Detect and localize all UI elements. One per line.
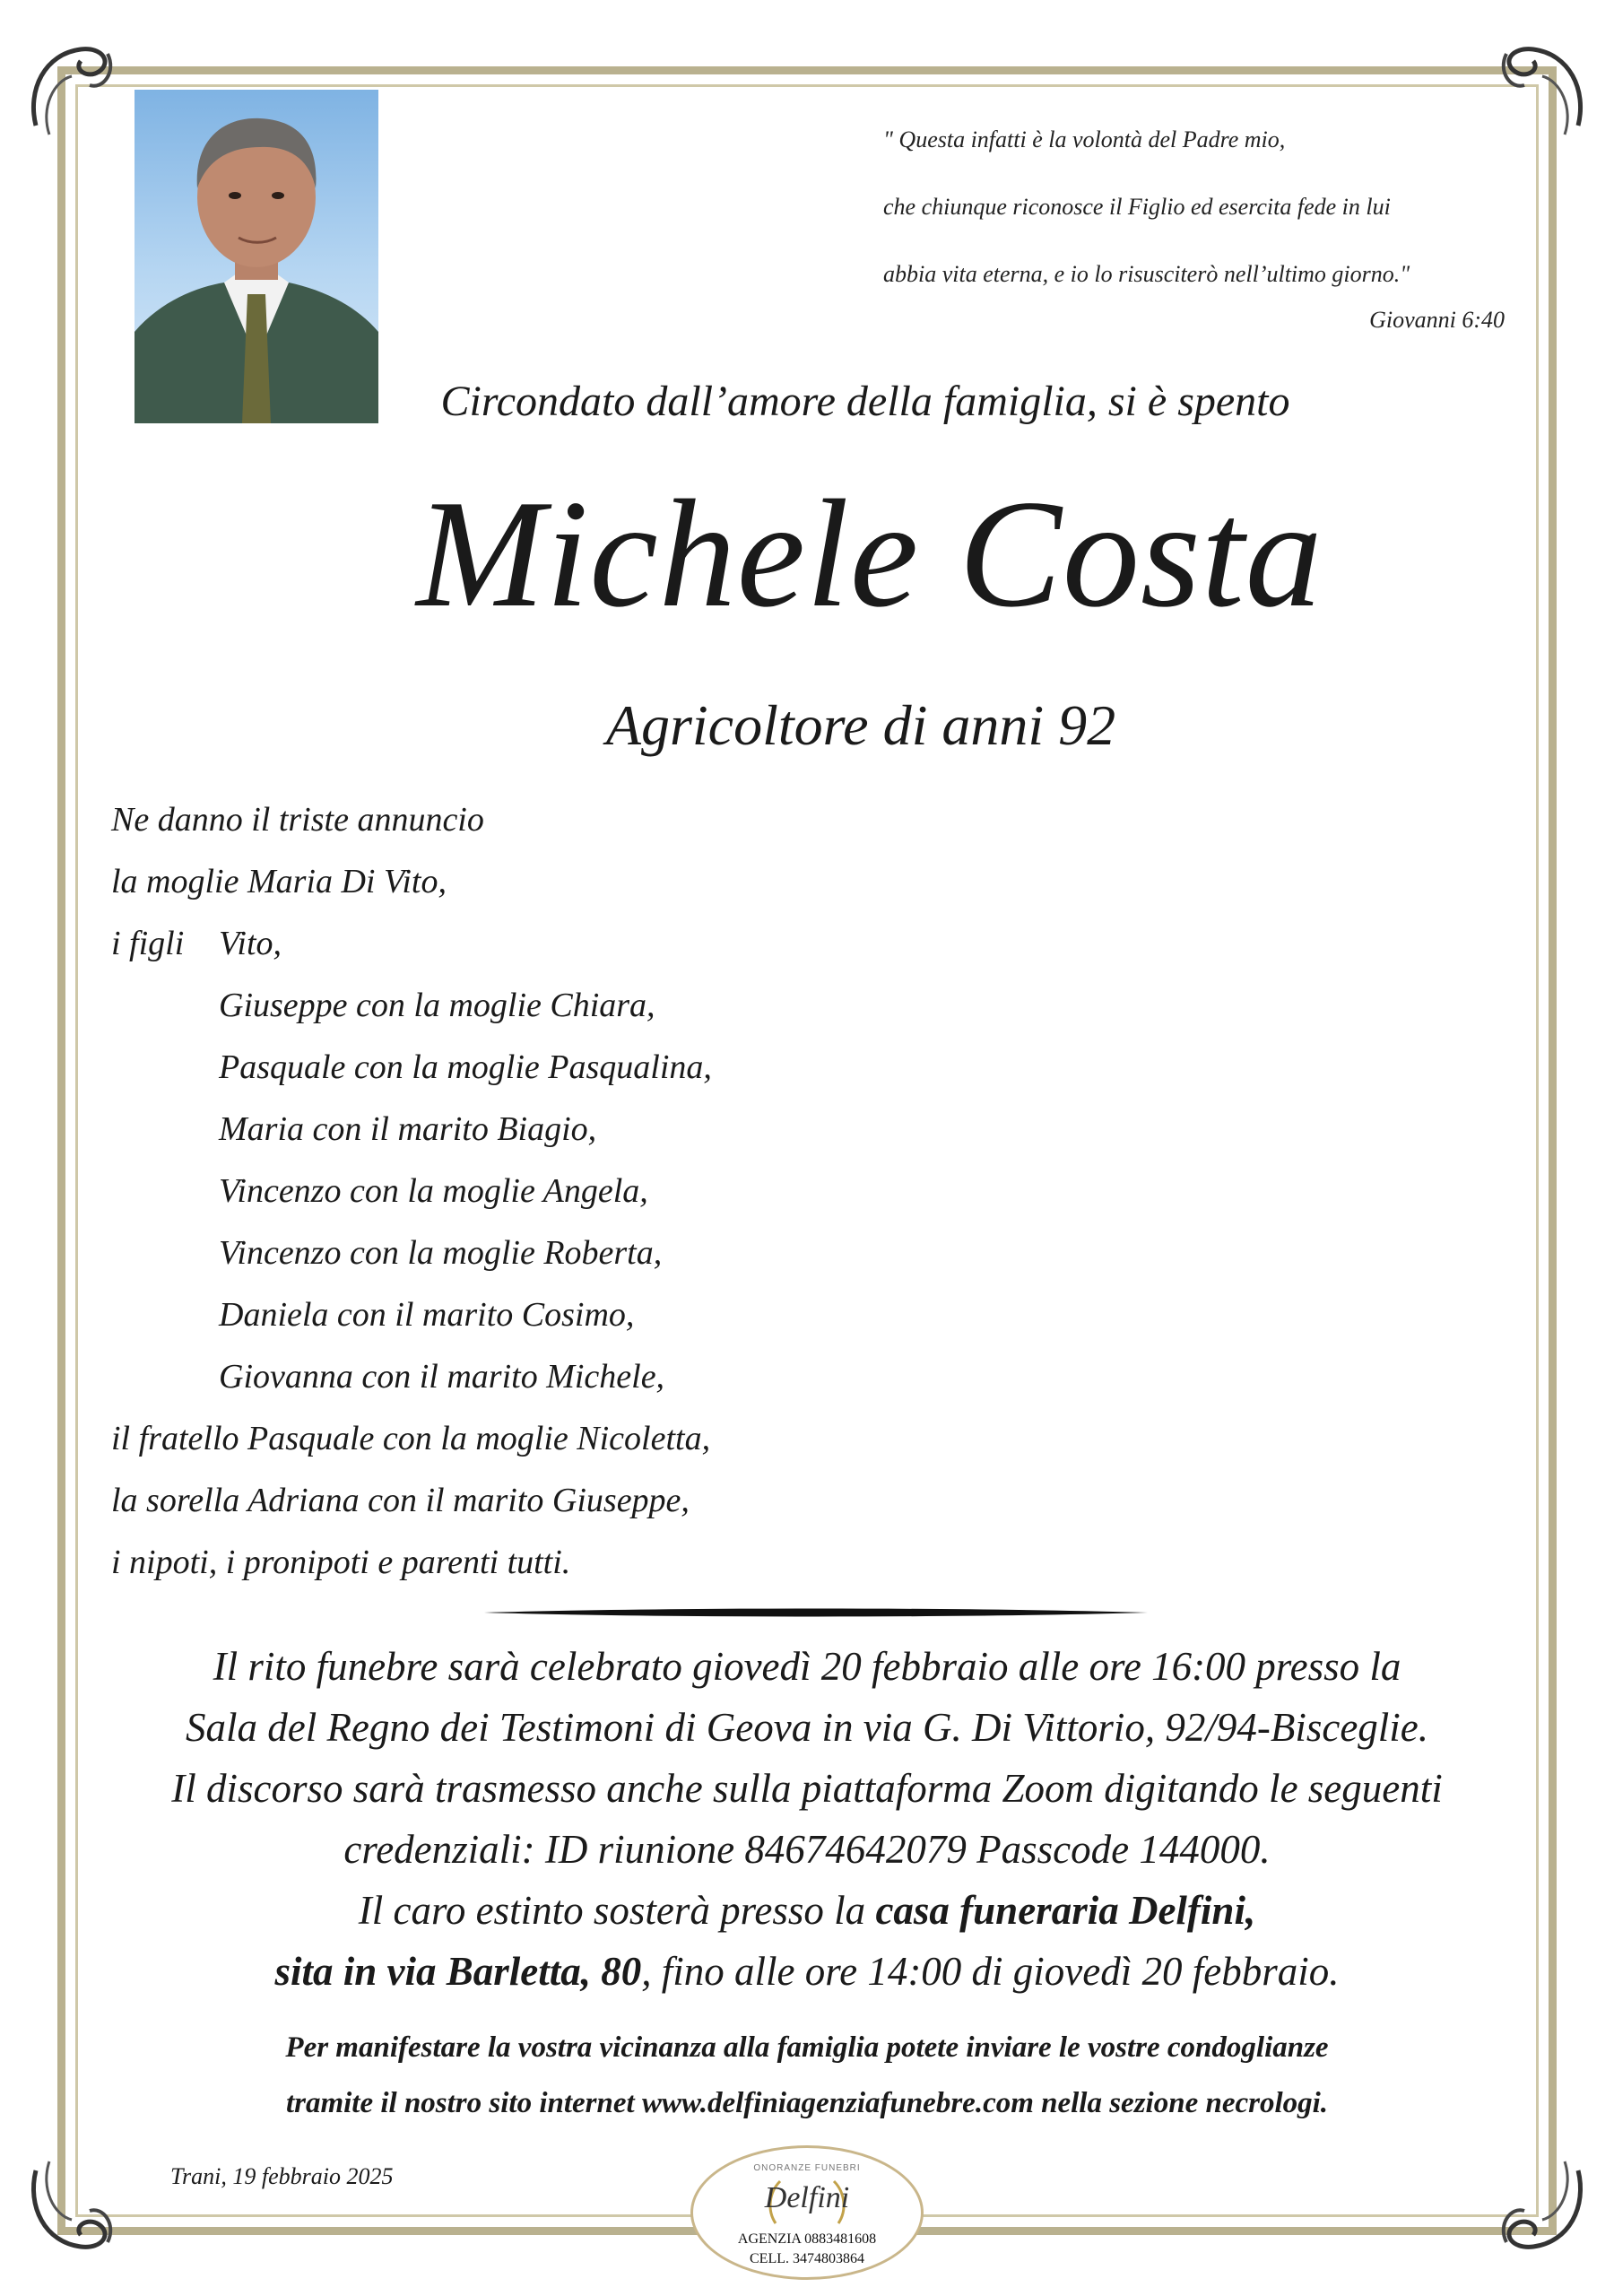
family-sister: la sorella Adriana con il marito Giuseppe, (111, 1482, 690, 1519)
rite-line-4: credenziali: ID riunione 84674642079 Passcode 144000. (343, 1827, 1271, 1872)
rite-line-3: Il discorso sarà trasmesso anche sulla piattaforma Zoom digitando le seguenti (171, 1766, 1443, 1811)
divider-swash-icon (484, 1605, 1148, 1620)
children-lead: i figli (111, 925, 185, 962)
corner-ornament-bottom-right-icon (1488, 2152, 1596, 2260)
family-brother: il fratello Pasquale con la moglie Nicoletta, (111, 1420, 711, 1457)
logo-small-text: ONORANZE FUNEBRI (753, 2163, 861, 2173)
child-1: Vito, (219, 925, 282, 962)
corner-ornament-top-left-icon (18, 36, 126, 144)
condolences-note (81, 2020, 1533, 2131)
condolences-line-1: Per manifestare la vostra vicinanza alla famiglia potete inviare le vostre condoglianze (285, 2031, 1329, 2064)
child-3: Pasquale con la moglie Pasqualina, (219, 1048, 712, 1086)
corner-ornament-bottom-left-icon (18, 2152, 126, 2260)
logo-agency-phone: AGENZIA 0883481608 (737, 2231, 877, 2247)
deceased-subtitle: Agricoltore di anni 92 (605, 693, 1116, 757)
deceased-name: Michele Costa (416, 469, 1323, 639)
child-4: Maria con il marito Biagio, (219, 1110, 597, 1148)
rite-line-1: Il rito funebre sarà celebrato giovedì 20 febbraio alle ore 16:00 presso la (213, 1644, 1401, 1689)
family-announcement (111, 789, 712, 1594)
portrait-icon (134, 90, 378, 423)
deceased-photo (134, 90, 378, 423)
family-children-first-row (111, 913, 712, 975)
family-others: i nipoti, i pronipoti e parenti tutti. (111, 1544, 571, 1581)
child-6: Vincenzo con la moglie Roberta, (219, 1234, 663, 1272)
rite-line-5-text: Il caro estinto sosterà presso la (358, 1888, 876, 1933)
agency-logo (690, 2145, 924, 2280)
child-5: Vincenzo con la moglie Angela, (219, 1172, 648, 1210)
logo-cell-phone: CELL. 3474803864 (750, 2251, 864, 2266)
funeral-rite-info (81, 1636, 1533, 2002)
child-8: Giovanna con il marito Michele, (219, 1358, 665, 1396)
rite-line-6 (81, 1941, 1533, 2002)
child-2: Giuseppe con la moglie Chiara, (219, 987, 655, 1024)
rite-address: sita in via Barletta, 80 (274, 1949, 642, 1994)
quote-line-2: che chiunque riconosce il Figlio ed esercita fede in lui (883, 194, 1391, 220)
condolences-line-2: tramite il nostro sito internet www.delfiniagenziafunebre.com nella sezione necrologi. (285, 2087, 1329, 2119)
rite-funeral-home: casa funeraria Delfini, (875, 1888, 1256, 1933)
rite-line-2: Sala del Regno dei Testimoni di Geova in via G. Di Vittorio, 92/94-Bisceglie. (185, 1705, 1429, 1750)
quote-line-1: " Questa infatti è la volontà del Padre mio, (883, 126, 1286, 152)
child-7: Daniela con il marito Cosimo, (219, 1296, 635, 1334)
rite-line-6-text: , fino alle ore 14:00 di giovedì 20 febbraio. (641, 1949, 1340, 1994)
quote-line-3: abbia vita eterna, e io lo risusciterò nell’ultimo giorno." (883, 261, 1410, 287)
intro-line: Circondato dall’amore della famiglia, si è spento (440, 378, 1290, 425)
dateline: Trani, 19 febbraio 2025 (170, 2163, 394, 2189)
rite-line-5 (81, 1880, 1533, 1941)
logo-brand: Delfini (764, 2181, 850, 2214)
scripture-quote (883, 106, 1511, 308)
family-line-wife: la moglie Maria Di Vito, (111, 863, 447, 900)
quote-reference: Giovanni 6:40 (1369, 307, 1505, 333)
family-line-announce: Ne danno il triste annuncio (111, 801, 484, 839)
